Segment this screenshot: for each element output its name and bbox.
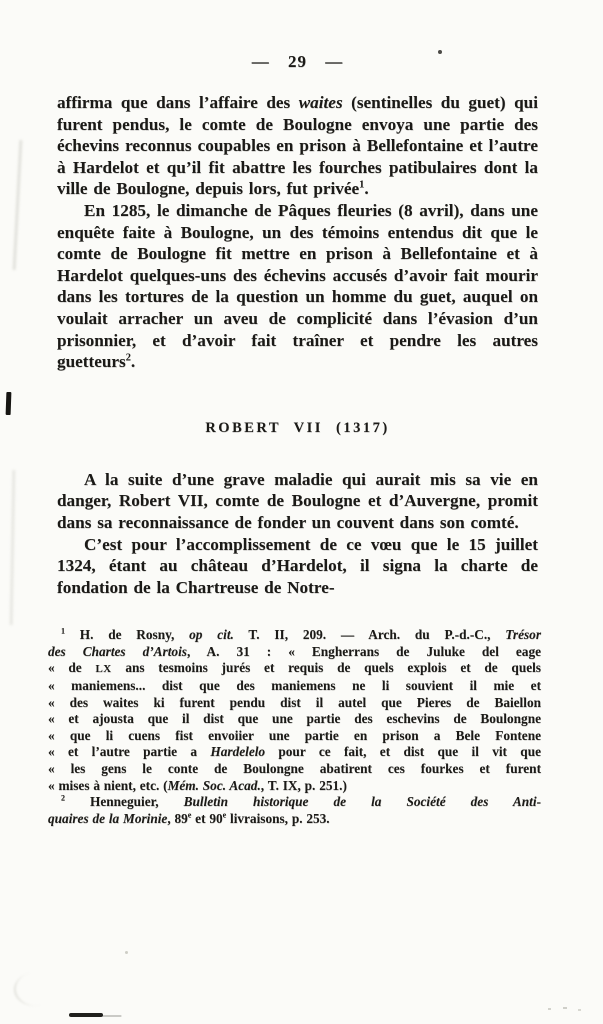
footnotes bbox=[48, 627, 541, 827]
paragraph bbox=[57, 469, 538, 534]
footnote-line bbox=[48, 644, 541, 661]
text-segment: Mém. Soc. Acad. bbox=[167, 777, 261, 793]
paper-speck bbox=[125, 951, 128, 954]
text-segment: , 89 bbox=[167, 810, 188, 826]
footnote-line bbox=[48, 627, 541, 644]
text-segment: En 1285, le dimanche de Pâques fleuries (8 avril), dans une enquête faite à Boulogne, un des témoins entendus dit que le comte de Boulogne fit mettre en prison à Bellefontaine et à Hardelot quelques-uns des échevins accusés d’avoir fait mourir dans les tortures de la question un homme du guet, auquel on voulait arracher un aveu de complicité dans l’évasion d’un prisonnier, et d’avoir fait traîner et pendre les autres guetteurs bbox=[57, 200, 538, 372]
text-segment: LX bbox=[95, 663, 112, 676]
text-segment: des Chartes d’Artois bbox=[48, 643, 187, 659]
pencil-margin-mark bbox=[13, 140, 23, 270]
text-segment: H. de Rosny, bbox=[64, 627, 190, 643]
text-segment: Trésor bbox=[505, 627, 541, 643]
text-segment: Henneguier, bbox=[64, 794, 184, 810]
ink-smudge bbox=[69, 1013, 103, 1017]
text-segment: . bbox=[364, 179, 369, 199]
footnote-line bbox=[48, 695, 541, 712]
text-segment: Hardelelo bbox=[210, 744, 266, 760]
footnote bbox=[48, 794, 541, 827]
text-segment: (sentinelles du guet) qui furent pendus, le comte de Boulogne envoya une partie des échevins reconnus coupables en prison à Bellefontaine et l’autre à Hardelot et qu’il fit abattre les fourches patibulaires dont la ville de Boulogne, depuis lors, fut privée bbox=[57, 93, 538, 199]
text-segment: 1 bbox=[359, 179, 365, 191]
pencil-margin-mark bbox=[11, 968, 61, 1010]
text-segment: pour ce fait, et dist que il vit que bbox=[265, 744, 542, 760]
text-segment: ans tesmoins jurés et requis de quels explois et de quels bbox=[111, 660, 541, 676]
body-paragraphs-top bbox=[57, 92, 538, 373]
text-segment: « et l’autre partie a bbox=[48, 744, 211, 760]
section-heading: ROBERT VII (1317) bbox=[205, 419, 390, 436]
pencil-margin-mark bbox=[10, 470, 16, 625]
footnote-line bbox=[48, 794, 541, 811]
page-number: — 29 — bbox=[251, 52, 344, 71]
text-segment: et 90 bbox=[191, 810, 223, 826]
page-content bbox=[48, 92, 542, 827]
footnote-line bbox=[48, 778, 541, 795]
text-segment: , A. 31 : « Engherrans de Juluke del eage bbox=[186, 643, 541, 659]
text-segment: Bulletin historique de la Société des Anti- bbox=[183, 794, 542, 810]
text-segment: affirma que dans l’affaire des bbox=[57, 93, 299, 112]
text-segment: e bbox=[222, 810, 227, 820]
text-segment: « et ajousta que il dist que une partie des eschevins de Boulongne bbox=[48, 711, 541, 727]
text-segment: « les gens le conte de Boulongne abatirent ces fourkes et furent bbox=[48, 761, 541, 777]
footnote-line bbox=[48, 678, 541, 695]
paragraph bbox=[57, 534, 538, 599]
text-segment: « des waites ki furent pendu dist il autel que Pieres de Baiellon bbox=[48, 694, 541, 710]
text-segment: 2 bbox=[61, 793, 65, 803]
text-segment: livraisons, p. 253. bbox=[226, 810, 330, 826]
text-segment: op cit. bbox=[189, 627, 234, 643]
footnote-line bbox=[48, 660, 541, 678]
footnote-line bbox=[48, 811, 541, 828]
text-segment: « que li cuens fist envoiier une partie en prison a Bele Fontene bbox=[48, 727, 541, 743]
text-segment: « de bbox=[48, 660, 96, 676]
footnote bbox=[48, 627, 541, 794]
text-segment: e bbox=[187, 810, 192, 820]
text-segment: A la suite d’une grave maladie qui aurait mis sa vie en danger, Robert VII, comte de Boulogne et d’Auvergne, promit dans sa reconnaissance de fonder un couvent dans son comté. bbox=[57, 469, 538, 532]
paper-speck bbox=[548, 1008, 551, 1010]
footnote-line bbox=[48, 711, 541, 728]
text-segment: T. II, 209. — Arch. du P.-d.-C., bbox=[233, 627, 506, 643]
ink-edge-mark bbox=[6, 392, 12, 415]
paragraph bbox=[57, 92, 538, 200]
footnote-line bbox=[48, 728, 541, 745]
text-segment: C’est pour l’accomplissement de ce vœu que le 15 juillet 1324, étant au château d’Hardelot, il signa la charte de fondation de la Chartreuse de Notre- bbox=[57, 534, 538, 597]
paragraph bbox=[57, 200, 538, 373]
body-paragraphs-bottom bbox=[57, 469, 538, 599]
paper-speck bbox=[563, 1007, 567, 1009]
text-segment: « mises à nient, etc. ( bbox=[48, 777, 168, 793]
text-segment: quaires de la Morinie bbox=[48, 810, 168, 826]
paper-speck bbox=[578, 1009, 581, 1011]
text-segment: 2 bbox=[125, 352, 131, 364]
text-segment: « maniemens... dist que des maniemens ne li souvient il mie et bbox=[48, 678, 541, 694]
text-segment: , T. IX, p. 251.) bbox=[260, 777, 347, 793]
text-segment: . bbox=[130, 352, 136, 372]
text-segment: waites bbox=[298, 93, 343, 112]
footnote-line bbox=[48, 761, 541, 778]
footnote-line bbox=[48, 744, 541, 761]
text-segment: 1 bbox=[61, 626, 65, 636]
